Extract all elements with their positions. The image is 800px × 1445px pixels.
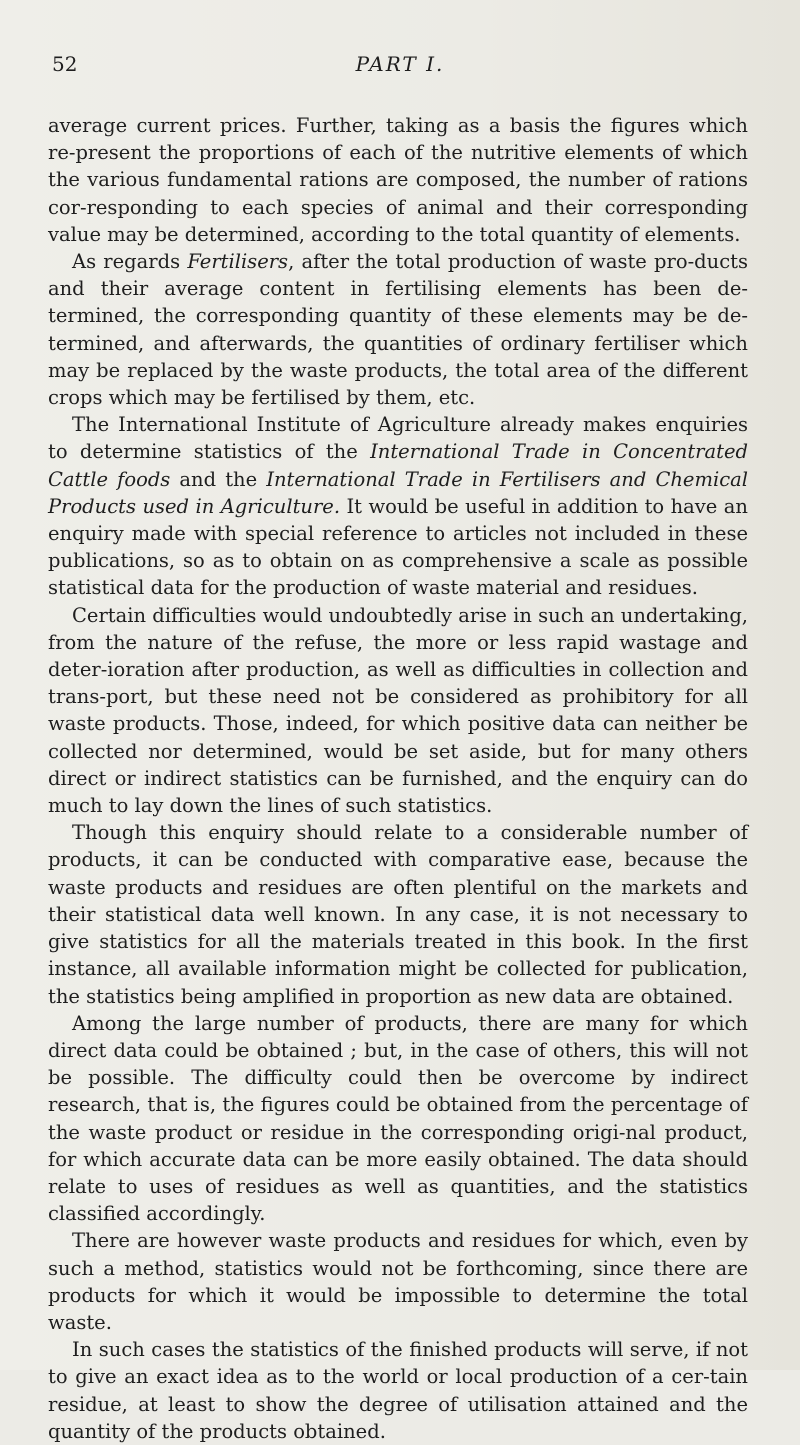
text-run: average current prices. Further, taking as a basis the figures which re-present the proportions of each of the nutritive elements of which the various fundamental rations are composed, the number of rations cor-responding to each species of animal and their corresponding value may be determined, according to the total quantity of elements. — [48, 114, 748, 246]
text-run: As regards — [72, 250, 188, 274]
text-run: Certain difficulties would undoubtedly arise in such an undertaking, from the nature of the refuse, the more or less rapid wastage and deter-ioration after production, as well as difficulties in collection and trans-port, but these need not be considered as prohibitory for all waste products. Those, indeed, for which positive data can neither be collected nor determined, would be set aside, but for many others direct or indirect statistics can be furnished, and the enquiry can do much to lay down the lines of such statistics. — [48, 603, 748, 818]
running-head: PART I. — [355, 52, 445, 76]
text-run: and the — [170, 467, 267, 491]
text-run: , after the total production of waste pro-ducts and their average content in fertilising elements has been de-termined, the corresponding quantity of these elements may be de-termined, and afterwards, the quantities of ordinary fertiliser which may be replaced by the waste products, the total area of the different crops which may be fertilised by them, etc. — [48, 250, 748, 410]
italic-text: Fertilisers — [187, 250, 289, 274]
page-header — [50, 52, 750, 82]
text-run: Among the large number of products, there are many for which direct data could be obtained ; but, in the case of others, this will not be possible. The difficulty could then be overcome by indirect research, that is, the figures could be obtained from the percentage of the waste product or residue in the corresponding origi-nal product, for which accurate data can be more easily obtained. The data should relate to uses of residues as well as quantities, and the statistics classified accordingly. — [48, 1011, 748, 1226]
paragraph — [48, 248, 748, 411]
body-text — [48, 112, 748, 1445]
paragraph — [48, 819, 748, 1009]
paragraph — [48, 112, 748, 248]
paragraph — [48, 1227, 748, 1336]
paragraph — [48, 411, 748, 601]
text-run: Though this enquiry should relate to a considerable number of products, it can be conducted with comparative ease, because the waste products and residues are often plentiful on the markets and their statistical data well known. In any case, it is not necessary to give statistics for all the materials treated in this book. In the first instance, all available information might be collected for publication, the statistics being amplified in proportion as new data are obtained. — [48, 821, 748, 1008]
italic-text: International Trade in Concentrated Cattle foods — [48, 440, 748, 491]
text-run: There are however waste products and residues for which, even by such a method, statistics would not be forthcoming, since there are products for which it would be impossible to determine the total waste. — [48, 1229, 748, 1334]
text-run: It would be useful in addition to have an enquiry made with special reference to articles not included in these publications, so as to obtain on as comprehensive a scale as possible statistical data for the production of waste material and residues. — [48, 494, 748, 600]
text-run: In such cases the statistics of the finished products will serve, if not to give an exact idea as to the world or local production of a cer-tain residue, at least to show the degree of utilisation attained and the quantity of the products obtained. — [48, 1338, 748, 1443]
text-run: The International Institute of Agriculture already makes enquiries to determine statistics of the — [48, 413, 748, 464]
paragraph — [48, 1336, 748, 1445]
paragraph — [48, 1010, 748, 1228]
page-number: 52 — [52, 52, 78, 76]
paragraph — [48, 602, 748, 820]
italic-text: International Trade in Fertilisers and Chemical Products used in Agriculture. — [48, 467, 748, 518]
